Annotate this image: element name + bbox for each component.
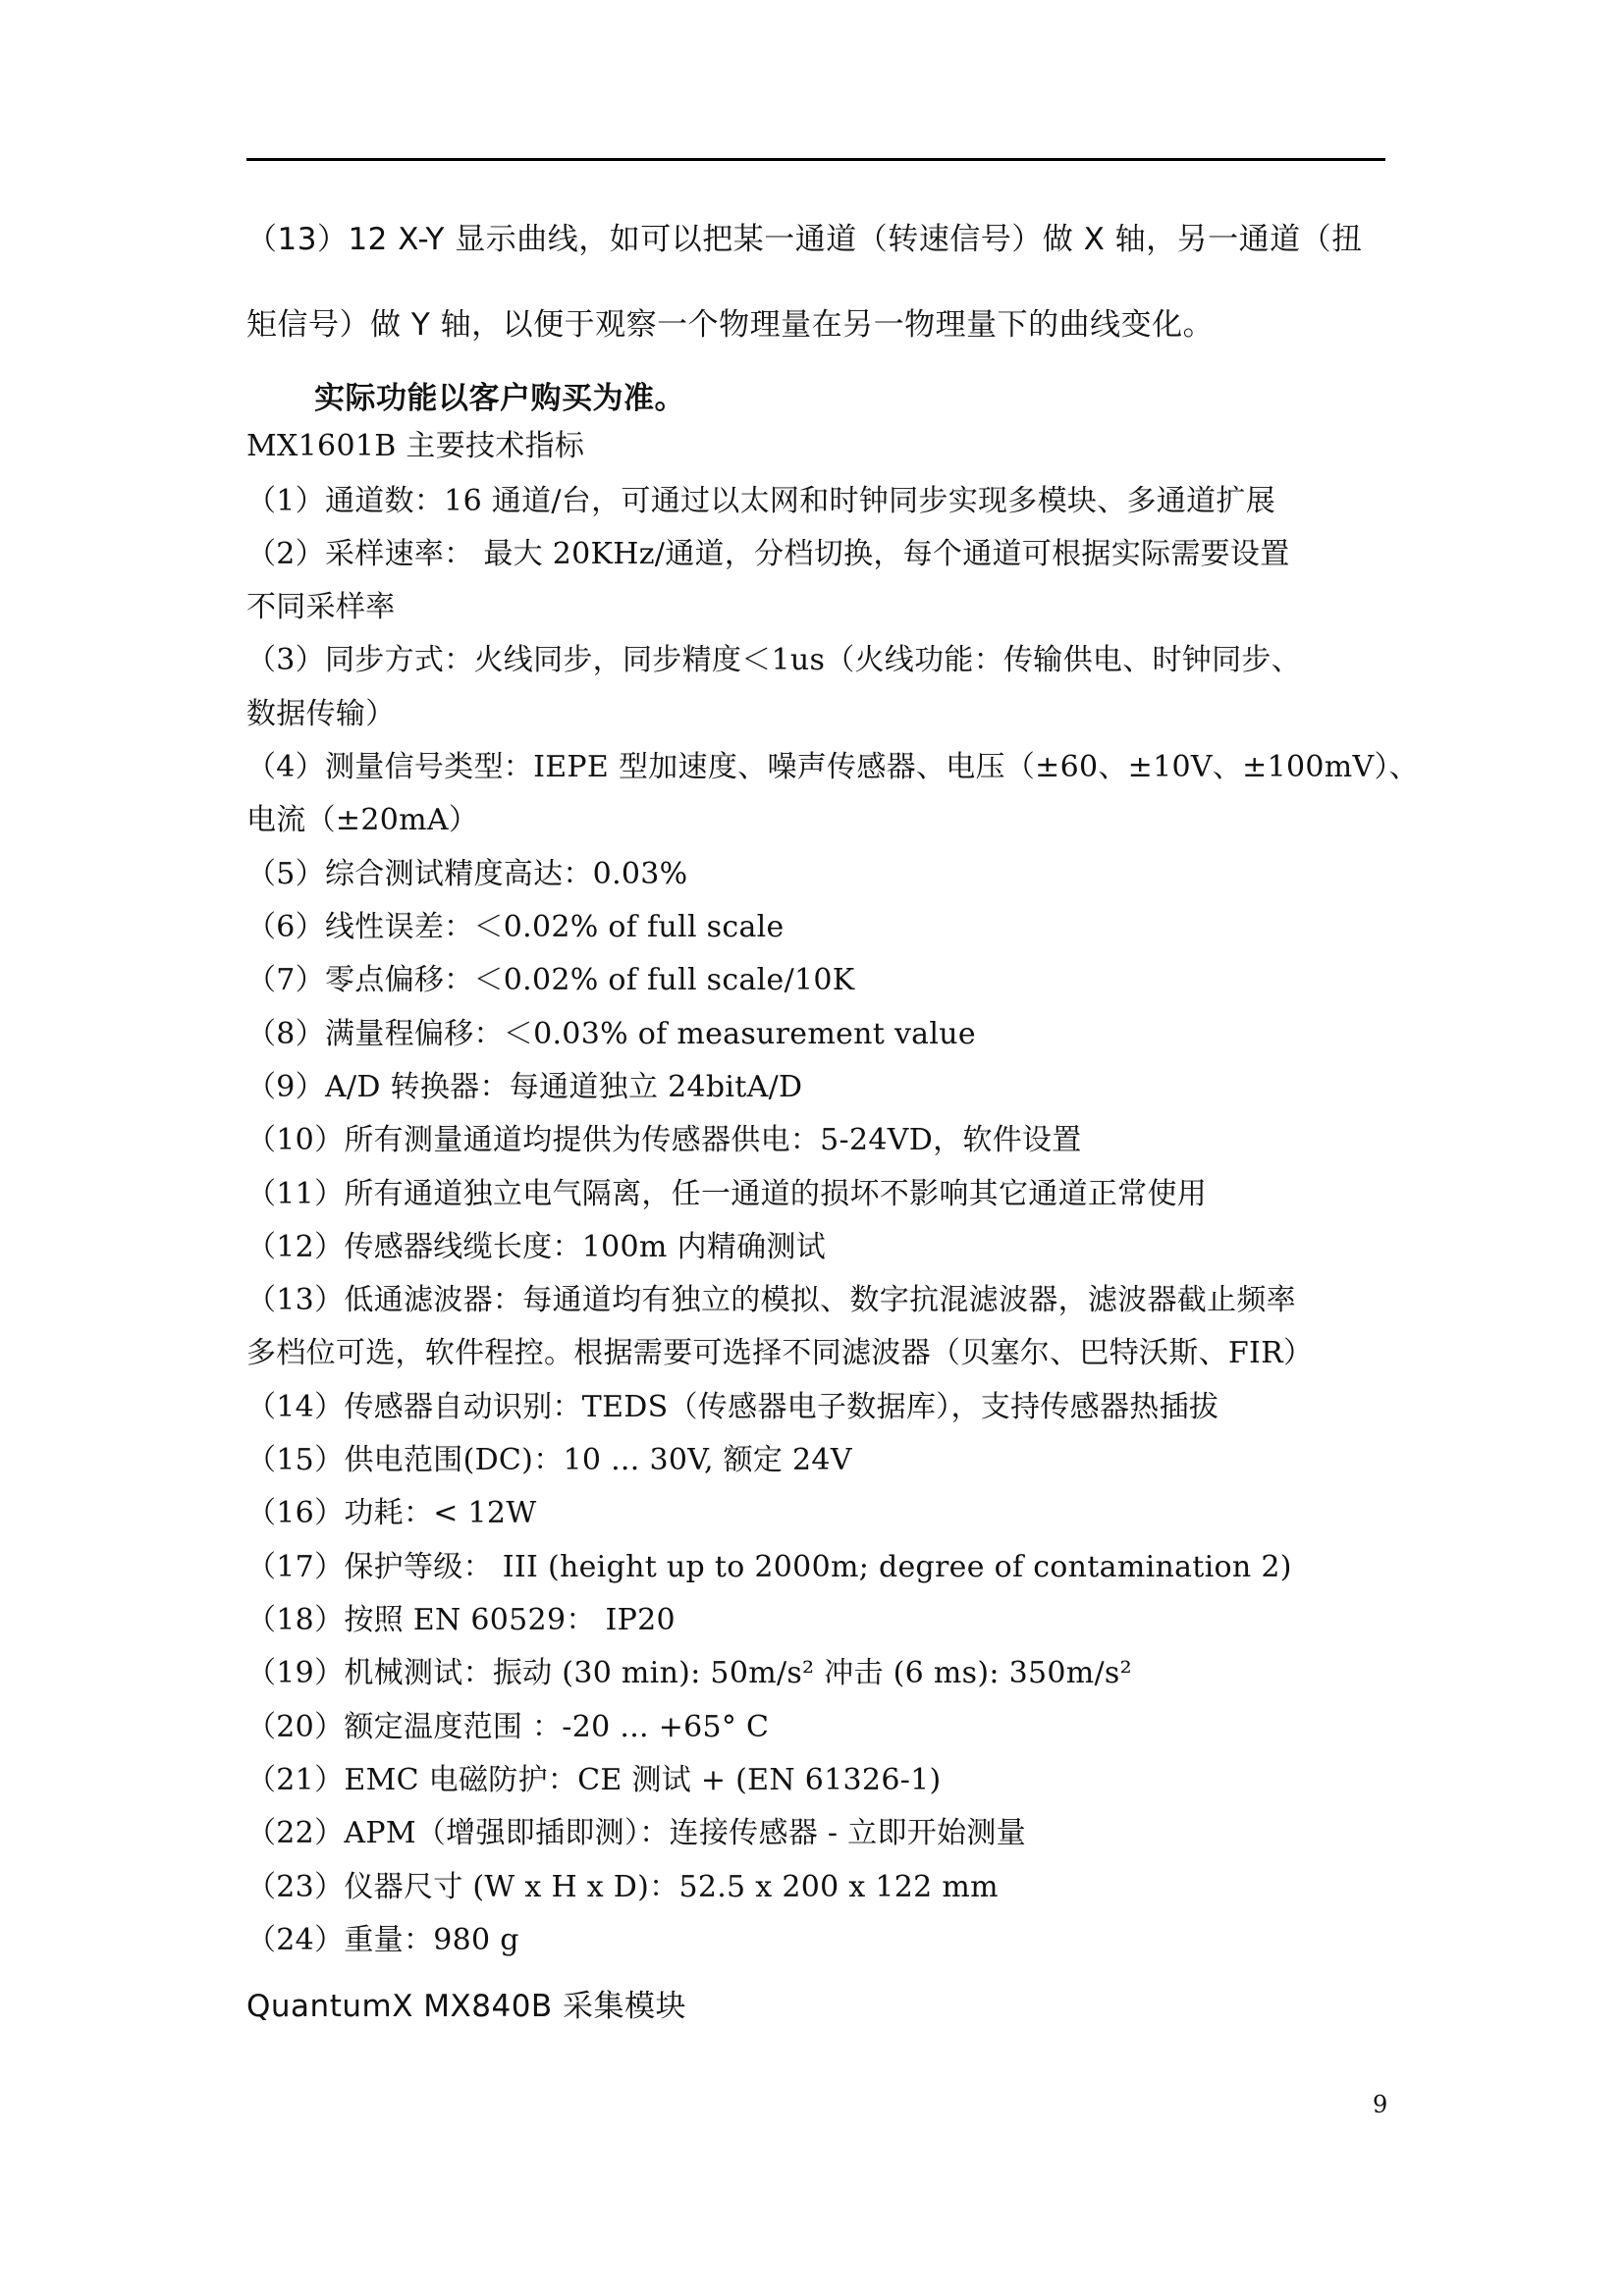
- spec-item: （19）机械测试：振动 (30 min): 50m/s² 冲击 (6 ms): 350m/s²: [246, 1656, 1132, 1690]
- spec-item: （22）APM（增强即插即测）：连接传感器 - 立即开始测量: [246, 1816, 1026, 1850]
- spec-item: 电流（±20mA）: [246, 803, 479, 837]
- intro-line: 矩信号）做 Y 轴，以便于观察一个物理量在另一物理量下的曲线变化。: [246, 307, 1215, 343]
- spec-item: （20）额定温度范围 ：-20 ... +65° C: [246, 1710, 770, 1744]
- spec-heading: MX1601B 主要技术指标: [246, 429, 585, 463]
- spec-item: （15）供电范围(DC)：10 ... 30V, 额定 24V: [246, 1443, 852, 1477]
- spec-item: （24）重量：980 g: [246, 1923, 519, 1957]
- spec-item: （21）EMC 电磁防护：CE 测试 + (EN 61326-1): [246, 1763, 942, 1797]
- spec-item: （9）A/D 转换器：每通道独立 24bitA/D: [246, 1070, 803, 1104]
- intro-line: （13）12 X-Y 显示曲线，如可以把某一通道（转速信号）做 X 轴，另一通道（扭: [246, 222, 1363, 257]
- spec-item: （12）传感器线缆长度：100m 内精确测试: [246, 1230, 827, 1264]
- spec-item: （13）低通滤波器：每通道均有独立的模拟、数字抗混滤波器，滤波器截止频率: [246, 1283, 1296, 1317]
- spec-item: （3）同步方式：火线同步，同步精度＜1us（火线功能：传输供电、时钟同步、: [246, 643, 1301, 677]
- spec-item: （7）零点偏移：＜0.02% of full scale/10K: [246, 963, 855, 997]
- spec-item: （10）所有测量通道均提供为传感器供电：5-24VD，软件设置: [246, 1123, 1082, 1157]
- spec-item: （23）仪器尺寸 (W x H x D)：52.5 x 200 x 122 mm: [246, 1870, 999, 1904]
- next-section-heading: QuantumX MX840B 采集模块: [246, 1989, 687, 2024]
- purchase-note: 实际功能以客户购买为准。: [314, 381, 685, 416]
- page-number: 9: [1373, 2091, 1388, 2118]
- spec-item: （14）传感器自动识别：TEDS（传感器电子数据库），支持传感器热插拔: [246, 1390, 1219, 1424]
- spec-item: （8）满量程偏移：＜0.03% of measurement value: [246, 1017, 976, 1051]
- spec-item: 数据传输）: [246, 697, 396, 731]
- spec-item: 多档位可选，软件程控。根据需要可选择不同滤波器（贝塞尔、巴特沃斯、FIR）: [246, 1336, 1314, 1370]
- spec-item: （17）保护等级： III (height up to 2000m; degree of contamination 2): [246, 1550, 1292, 1584]
- spec-item: （2）采样速率： 最大 20KHz/通道，分档切换，每个通道可根据实际需要设置: [246, 537, 1290, 571]
- spec-item: 不同采样率: [246, 590, 396, 624]
- spec-item: （18）按照 EN 60529： IP20: [246, 1603, 676, 1637]
- spec-item: （4）测量信号类型：IEPE 型加速度、噪声传感器、电压（±60、±10V、±100mV）、: [246, 750, 1420, 784]
- page-content: [246, 0, 1420, 2296]
- spec-item: （11）所有通道独立电气隔离，任一通道的损坏不影响其它通道正常使用: [246, 1177, 1208, 1211]
- spec-item: （16）功耗：< 12W: [246, 1496, 537, 1530]
- spec-item: （1）通道数：16 通道/台，可通过以太网和时钟同步实现多模块、多通道扩展: [246, 484, 1276, 518]
- spec-item: （6）线性误差：＜0.02% of full scale: [246, 910, 785, 944]
- spec-item: （5）综合测试精度高达：0.03%: [246, 857, 688, 891]
